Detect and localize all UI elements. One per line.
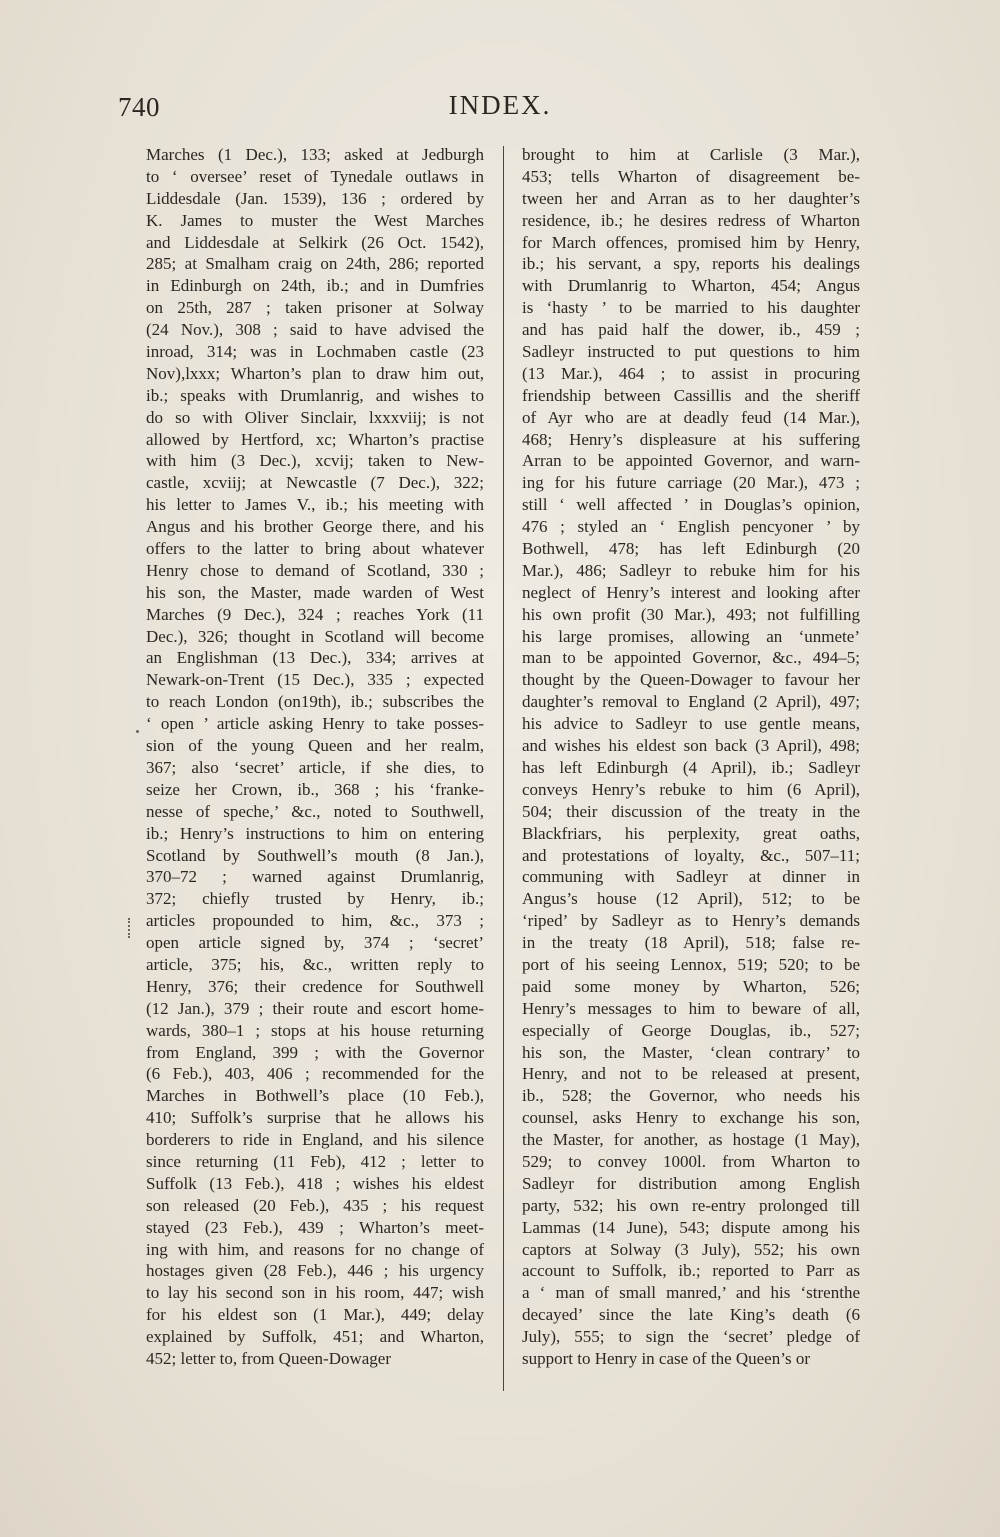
index-line: 372; chiefly trusted by Henry, ib.;	[146, 889, 484, 909]
index-line: Scotland by Southwell’s mouth (8 Jan.),	[146, 845, 484, 865]
index-line: Nov),lxxx; Wharton’s plan to draw him out,	[146, 363, 484, 383]
index-line: still ‘ well affected ’ in Douglas’s opinion,	[522, 495, 860, 515]
index-line: a ‘ man of small manred,’ and his ‘strenthe	[522, 1283, 860, 1303]
index-line: Henry’s messages to him to beware of all,	[522, 998, 860, 1018]
index-line: articles propounded to him, &c., 373 ;	[146, 911, 484, 931]
index-line: to reach London (on19th), ib.; subscribes the	[146, 692, 484, 712]
index-line: his advice to Sadleyr to use gentle means,	[522, 714, 860, 734]
index-line: Liddesdale (Jan. 1539), 136 ; ordered by	[146, 188, 484, 208]
index-line: and protestations of loyalty, &c., 507–11;	[522, 845, 860, 865]
running-head: INDEX.	[448, 90, 552, 120]
index-line: in Edinburgh on 24th, ib.; and in Dumfries	[146, 276, 484, 296]
index-line: an Englishman (13 Dec.), 334; arrives at	[146, 648, 484, 668]
index-line: wards, 380–1 ; stops at his house returning	[146, 1020, 484, 1040]
index-line: 476 ; styled an ‘ English pencyoner ’ by	[522, 517, 860, 537]
index-line: 285; at Smalham craig on 24th, 286; reported	[146, 254, 484, 274]
index-line: 452; letter to, from Queen-Dowager	[146, 1348, 391, 1368]
index-line: ib., 528; the Governor, who needs his	[522, 1086, 860, 1106]
index-line: July), 555; to sign the ‘secret’ pledge of	[522, 1327, 860, 1347]
index-line: Mar.), 486; Sadleyr to rebuke him for his	[522, 560, 860, 580]
index-line: friendship between Cassillis and the sheriff	[522, 385, 860, 405]
index-line: to lay his second son in his room, 447; wish	[146, 1283, 484, 1303]
index-line: castle, xcviij; at Newcastle (7 Dec.), 322;	[146, 473, 484, 493]
index-line: 468; Henry’s displeasure at his suffering	[522, 429, 860, 449]
index-line: 370–72 ; warned against Drumlanrig,	[146, 867, 484, 887]
index-line: 453; tells Wharton of disagreement be-	[522, 166, 860, 186]
index-line: residence, ib.; he desires redress of Wharton	[522, 210, 860, 230]
index-line: since returning (11 Feb), 412 ; letter to	[146, 1151, 484, 1171]
index-line: (6 Feb.), 403, 406 ; recommended for the	[146, 1064, 484, 1084]
index-line: ing for his future carriage (20 Mar.), 473 ;	[522, 473, 860, 493]
index-line: tween her and Arran as to her daughter’s	[522, 188, 860, 208]
index-line: the Master, for another, as hostage (1 May),	[522, 1130, 860, 1150]
index-line: his own profit (30 Mar.), 493; not fulfilling	[522, 604, 860, 624]
index-line: captors at Solway (3 July), 552; his own	[522, 1239, 860, 1259]
index-line: borderers to ride in England, and his silence	[146, 1130, 484, 1150]
index-line: especially of George Douglas, ib., 527;	[522, 1020, 860, 1040]
index-line: Marches in Bothwell’s place (10 Feb.),	[146, 1086, 484, 1106]
index-line: do so with Oliver Sinclair, lxxxviij; is not	[146, 407, 484, 427]
index-line: party, 532; his own re-entry prolonged till	[522, 1195, 860, 1215]
index-line: article, 375; his, &c., written reply to	[146, 954, 484, 974]
index-line: Lammas (14 June), 543; dispute among his	[522, 1217, 860, 1237]
index-column-left	[146, 144, 484, 1370]
index-line: communing with Sadleyr at dinner in	[522, 867, 860, 887]
index-line: and wishes his eldest son back (3 April), 498;	[522, 736, 860, 756]
index-line: account to Suffolk, ib.; reported to Parr as	[522, 1261, 860, 1281]
index-line: 367; also ‘secret’ article, if she dies, to	[146, 757, 484, 777]
index-line: Sadleyr for distribution among English	[522, 1173, 860, 1193]
index-line: on 25th, 287 ; taken prisoner at Solway	[146, 298, 484, 318]
index-line: (24 Nov.), 308 ; said to have advised the	[146, 320, 484, 340]
index-line: ib.; his servant, a spy, reports his dealings	[522, 254, 860, 274]
index-line: K. James to muster the West Marches	[146, 210, 484, 230]
index-line: 529; to convey 1000l. from Wharton to	[522, 1151, 860, 1171]
index-line: (12 Jan.), 379 ; their route and escort home-	[146, 998, 484, 1018]
index-line: support to Henry in case of the Queen’s or	[522, 1348, 810, 1368]
index-line: thought by the Queen-Dowager to favour her	[522, 670, 860, 690]
index-line: of Ayr who are at deadly feud (14 Mar.),	[522, 407, 860, 427]
index-line: conveys Henry’s rebuke to him (6 April),	[522, 779, 860, 799]
index-line: ib.; Henry’s instructions to him on entering	[146, 823, 484, 843]
index-line: stayed (23 Feb.), 439 ; Wharton’s meet-	[146, 1217, 484, 1237]
index-line: and has paid half the dower, ib., 459 ;	[522, 320, 860, 340]
page-number: 740	[118, 92, 160, 122]
index-line: and Liddesdale at Selkirk (26 Oct. 1542),	[146, 232, 484, 252]
index-column-right	[522, 144, 860, 1370]
column-divider	[503, 146, 504, 1391]
index-line: son released (20 Feb.), 435 ; his request	[146, 1195, 484, 1215]
index-line: Arran to be appointed Governor, and warn-	[522, 451, 860, 471]
index-line: sion of the young Queen and her realm,	[146, 736, 484, 756]
index-line: for March offences, promised him by Henry,	[522, 232, 860, 252]
index-line: (13 Mar.), 464 ; to assist in procuring	[522, 363, 860, 383]
index-line: for his eldest son (1 Mar.), 449; delay	[146, 1305, 484, 1325]
index-line: offers to the latter to bring about whatever	[146, 539, 484, 559]
index-line: brought to him at Carlisle (3 Mar.),	[522, 145, 860, 164]
index-line: Henry, 376; their credence for Southwell	[146, 976, 484, 996]
index-line: ‘riped’ by Sadleyr as to Henry’s demands	[522, 911, 860, 931]
index-line: with Drumlanrig to Wharton, 454; Angus	[522, 276, 860, 296]
index-line: his son, the Master, made warden of West	[146, 582, 484, 602]
index-line: neglect of Henry’s interest and looking after	[522, 582, 860, 602]
index-line: man to be appointed Governor, &c., 494–5;	[522, 648, 860, 668]
index-line: in the treaty (18 April), 518; false re-	[522, 933, 860, 953]
margin-mark	[128, 918, 132, 938]
index-line: Bothwell, 478; has left Edinburgh (20	[522, 539, 860, 559]
index-line: his son, the Master, ‘clean contrary’ to	[522, 1042, 860, 1062]
index-line: port of his seeing Lennox, 519; 520; to be	[522, 954, 860, 974]
index-line: allowed by Hertford, xc; Wharton’s practise	[146, 429, 484, 449]
index-line: has left Edinburgh (4 April), ib.; Sadleyr	[522, 757, 860, 777]
index-line: counsel, asks Henry to exchange his son,	[522, 1108, 860, 1128]
index-line: open article signed by, 374 ; ‘secret’	[146, 933, 484, 953]
index-line: Suffolk (13 Feb.), 418 ; wishes his eldest	[146, 1173, 484, 1193]
index-line: Henry chose to demand of Scotland, 330 ;	[146, 560, 484, 580]
index-line: 504; their discussion of the treaty in the	[522, 801, 860, 821]
index-line: paid some money by Wharton, 526;	[522, 976, 860, 996]
index-line: ing with him, and reasons for no change of	[146, 1239, 484, 1259]
index-line: Sadleyr instructed to put questions to him	[522, 342, 860, 362]
index-line: Henry, and not to be released at present,	[522, 1064, 860, 1084]
index-line: Blackfriars, his perplexity, great oaths,	[522, 823, 860, 843]
index-line: Angus’s house (12 April), 512; to be	[522, 889, 860, 909]
index-line: to ‘ oversee’ reset of Tynedale outlaws in	[146, 166, 484, 186]
index-line: hostages given (28 Feb.), 446 ; his urgency	[146, 1261, 484, 1281]
index-line: from England, 399 ; with the Governor	[146, 1042, 484, 1062]
index-line: Angus and his brother George there, and his	[146, 517, 484, 537]
index-line: explained by Suffolk, 451; and Wharton,	[146, 1327, 484, 1347]
index-line: seize her Crown, ib., 368 ; his ‘franke-	[146, 779, 484, 799]
index-line: inroad, 314; was in Lochmaben castle (23	[146, 342, 484, 362]
index-line: ‘ open ’ article asking Henry to take posses-	[146, 714, 484, 734]
index-line: his large promises, allowing an ‘unmete’	[522, 626, 860, 646]
index-line: Marches (9 Dec.), 324 ; reaches York (11	[146, 604, 484, 624]
index-line: decayed’ since the late King’s death (6	[522, 1305, 860, 1325]
index-line: 410; Suffolk’s surprise that he allows his	[146, 1108, 484, 1128]
index-line: his letter to James V., ib.; his meeting with	[146, 495, 484, 515]
index-line: Dec.), 326; thought in Scotland will become	[146, 626, 484, 646]
margin-speck	[136, 730, 139, 733]
index-line: Marches (1 Dec.), 133; asked at Jedburgh	[146, 145, 484, 164]
index-line: with him (3 Dec.), xcvij; taken to New-	[146, 451, 484, 471]
index-line: is ‘hasty ’ to be married to his daughter	[522, 298, 860, 318]
index-line: ib.; speaks with Drumlanrig, and wishes to	[146, 385, 484, 405]
index-line: nesse of speche,’ &c., noted to Southwell,	[146, 801, 484, 821]
index-line: daughter’s removal to England (2 April), 497;	[522, 692, 860, 712]
index-line: Newark-on-Trent (15 Dec.), 335 ; expected	[146, 670, 484, 690]
